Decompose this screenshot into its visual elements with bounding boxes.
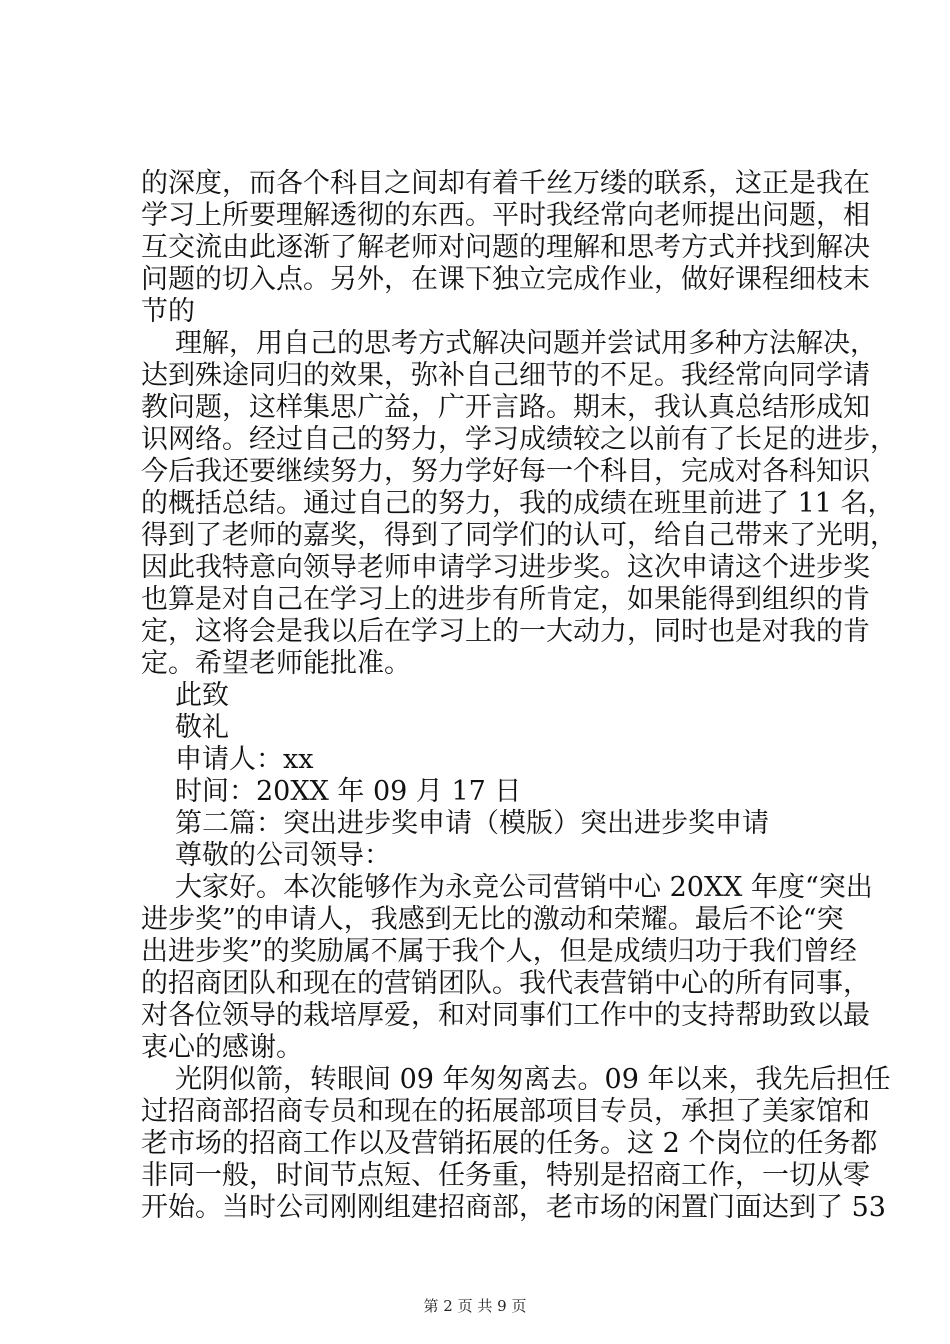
- text-line: 互交流由此逐渐了解老师对问题的理解和思考方式并找到解决: [141, 232, 870, 263]
- text-line: 学习上所要理解透彻的东西。平时我经常向老师提出问题，相: [141, 200, 870, 231]
- page-footer: [0, 1296, 950, 1316]
- text-line: 开始。当时公司刚刚组建招商部，老市场的闲置门面达到了 53: [141, 1192, 886, 1223]
- document-body: [141, 168, 897, 1224]
- text-line: 达到殊途同归的效果，弥补自己细节的不足。我经常向同学请: [141, 360, 870, 391]
- text-line: 今后我还要继续努力，努力学好每一个科目，完成对各科知识: [141, 456, 870, 487]
- text-line: 光阴似箭，转眼间 09 年匆匆离去。09 年以来，我先后担任: [175, 1064, 891, 1095]
- text-line: 教问题，这样集思广益，广开言路。期末，我认真总结形成知: [141, 392, 870, 423]
- greeting-line: 尊敬的公司领导：: [175, 840, 391, 871]
- text-line: 衷心的感谢。: [141, 1032, 303, 1063]
- text-line: 识网络。经过自己的努力，学习成绩较之以前有了长足的进步，: [141, 424, 897, 455]
- text-line: 问题的切入点。另外，在课下独立完成作业，做好课程细枝末: [141, 264, 870, 295]
- text-line: 理解，用自己的思考方式解决问题并尝试用多种方法解决，: [175, 328, 877, 359]
- closing-salutation: 此致: [175, 680, 229, 711]
- text-line: 的深度，而各个科目之间却有着千丝万缕的联系，这正是我在: [141, 168, 870, 199]
- text-line: 老市场的招商工作以及营销拓展的任务。这 2 个岗位的任务都: [141, 1128, 878, 1159]
- text-line: 进步奖”的申请人，我感到无比的激动和荣耀。最后不论“突: [141, 904, 844, 935]
- text-line: 也算是对自己在学习上的进步有所肯定，如果能得到组织的肯: [141, 584, 870, 615]
- text-line: 定。希望老师能批准。: [141, 648, 411, 679]
- text-line: 节的: [141, 296, 195, 327]
- text-line: 的招商团队和现在的营销团队。我代表营销中心的所有同事，: [141, 968, 870, 999]
- closing-regards: 敬礼: [175, 712, 229, 743]
- text-line: 得到了老师的嘉奖，得到了同学们的认可，给自己带来了光明，: [141, 520, 897, 551]
- text-line: 非同一般，时间节点短、任务重，特别是招商工作，一切从零: [141, 1160, 870, 1191]
- text-line: 因此我特意向领导老师申请学习进步奖。这次申请这个进步奖: [141, 552, 870, 583]
- page-number-label: 第 2 页 共 9 页: [423, 1297, 527, 1315]
- section-heading: 第二篇：突出进步奖申请（模版）突出进步奖申请: [175, 808, 769, 839]
- text-line: 过招商部招商专员和现在的拓展部项目专员，承担了美家馆和: [141, 1096, 870, 1127]
- text-line: 出进步奖”的奖励属不属于我个人，但是成绩归功于我们曾经: [141, 936, 857, 967]
- date-line: 时间：20XX 年 09 月 17 日: [175, 776, 522, 807]
- text-line: 的概括总结。通过自己的努力，我的成绩在班里前进了 11 名，: [141, 488, 895, 519]
- text-line: 定，这将会是我以后在学习上的一大动力，同时也是对我的肯: [141, 616, 870, 647]
- applicant-line: 申请人：xx: [175, 744, 314, 775]
- text-line: 对各位领导的栽培厚爱，和对同事们工作中的支持帮助致以最: [141, 1000, 870, 1031]
- text-line: 大家好。本次能够作为永竞公司营销中心 20XX 年度“突出: [175, 872, 873, 903]
